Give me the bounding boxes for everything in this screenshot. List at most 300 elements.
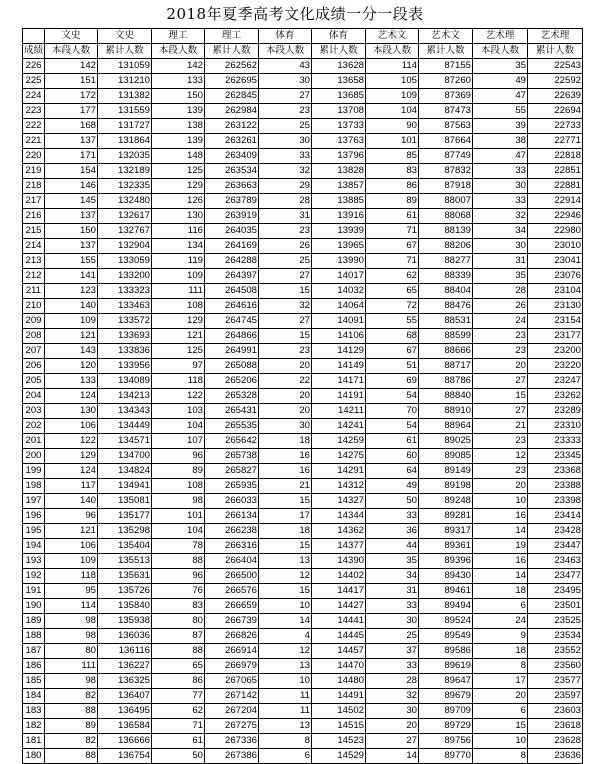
- count-cell: 126: [152, 194, 205, 209]
- count-cell: 14445: [312, 629, 366, 644]
- count-cell: 20: [473, 359, 528, 374]
- count-cell: 27: [259, 314, 312, 329]
- count-cell: 14417: [312, 584, 366, 599]
- count-cell: 80: [152, 614, 205, 629]
- count-cell: 15: [259, 329, 312, 344]
- count-cell: 133323: [98, 284, 152, 299]
- count-cell: 140: [45, 494, 98, 509]
- count-cell: 8: [473, 749, 528, 764]
- count-cell: 23130: [528, 299, 583, 314]
- count-cell: 133572: [98, 314, 152, 329]
- table-row: [23, 359, 583, 374]
- count-cell: 23560: [528, 659, 583, 674]
- table-row: [23, 314, 583, 329]
- count-cell: 88: [45, 704, 98, 719]
- score-cell: 195: [23, 524, 45, 539]
- count-cell: 118: [45, 569, 98, 584]
- count-cell: 145: [45, 194, 98, 209]
- count-cell: 98: [45, 629, 98, 644]
- count-cell: 23398: [528, 494, 583, 509]
- count-cell: 89524: [419, 614, 473, 629]
- count-cell: 15: [473, 389, 528, 404]
- count-cell: 29: [259, 179, 312, 194]
- count-cell: 266659: [205, 599, 259, 614]
- count-cell: 266739: [205, 614, 259, 629]
- count-cell: 89085: [419, 449, 473, 464]
- count-cell: 14091: [312, 314, 366, 329]
- count-cell: 33: [473, 164, 528, 179]
- score-cell: 221: [23, 134, 45, 149]
- count-cell: 8: [473, 659, 528, 674]
- count-cell: 134941: [98, 479, 152, 494]
- count-cell: 88206: [419, 239, 473, 254]
- count-cell: 142: [152, 59, 205, 74]
- column-header: 文史: [98, 29, 152, 44]
- count-cell: 22733: [528, 119, 583, 134]
- count-cell: 14032: [312, 284, 366, 299]
- count-cell: 150: [45, 224, 98, 239]
- column-header: 本段人数: [259, 44, 312, 59]
- count-cell: 131210: [98, 74, 152, 89]
- count-cell: 34: [473, 224, 528, 239]
- count-cell: 14259: [312, 434, 366, 449]
- count-cell: 13: [259, 719, 312, 734]
- count-cell: 13916: [312, 209, 366, 224]
- count-cell: 32: [259, 164, 312, 179]
- count-cell: 132767: [98, 224, 152, 239]
- score-cell: 190: [23, 599, 45, 614]
- table-row: [23, 209, 583, 224]
- table-row: [23, 449, 583, 464]
- count-cell: 135631: [98, 569, 152, 584]
- score-cell: 204: [23, 389, 45, 404]
- count-cell: 14: [473, 569, 528, 584]
- table-row: [23, 629, 583, 644]
- count-cell: 22980: [528, 224, 583, 239]
- count-cell: 263919: [205, 209, 259, 224]
- count-cell: 88599: [419, 329, 473, 344]
- count-cell: 14106: [312, 329, 366, 344]
- count-cell: 10: [473, 494, 528, 509]
- score-cell: 224: [23, 89, 45, 104]
- table-row: [23, 554, 583, 569]
- column-header: 体育: [312, 29, 366, 44]
- count-cell: 135177: [98, 509, 152, 524]
- count-cell: 22771: [528, 134, 583, 149]
- count-cell: 23333: [528, 434, 583, 449]
- count-cell: 23345: [528, 449, 583, 464]
- table-row: [23, 404, 583, 419]
- count-cell: 23501: [528, 599, 583, 614]
- score-cell: 193: [23, 554, 45, 569]
- count-cell: 136036: [98, 629, 152, 644]
- count-cell: 267142: [205, 689, 259, 704]
- count-cell: 265206: [205, 374, 259, 389]
- count-cell: 87369: [419, 89, 473, 104]
- count-cell: 86: [366, 179, 419, 194]
- count-cell: 11: [259, 689, 312, 704]
- count-cell: 263663: [205, 179, 259, 194]
- count-cell: 132189: [98, 164, 152, 179]
- column-header: [23, 29, 45, 44]
- count-cell: 267386: [205, 749, 259, 764]
- count-cell: 265738: [205, 449, 259, 464]
- count-cell: 30: [259, 419, 312, 434]
- count-cell: 146: [45, 179, 98, 194]
- count-cell: 88: [152, 644, 205, 659]
- column-header: 理工: [152, 29, 205, 44]
- count-cell: 89198: [419, 479, 473, 494]
- score-cell: 180: [23, 749, 45, 764]
- count-cell: 82: [45, 734, 98, 749]
- count-cell: 262984: [205, 104, 259, 119]
- score-cell: 213: [23, 254, 45, 269]
- count-cell: 23262: [528, 389, 583, 404]
- count-cell: 28: [366, 674, 419, 689]
- count-cell: 134089: [98, 374, 152, 389]
- count-cell: 14017: [312, 269, 366, 284]
- count-cell: 138: [152, 119, 205, 134]
- count-cell: 67: [366, 344, 419, 359]
- count-cell: 265827: [205, 464, 259, 479]
- table-row: [23, 134, 583, 149]
- count-cell: 264991: [205, 344, 259, 359]
- count-cell: 131059: [98, 59, 152, 74]
- count-cell: 264035: [205, 224, 259, 239]
- count-cell: 14191: [312, 389, 366, 404]
- table-row: [23, 524, 583, 539]
- count-cell: 23577: [528, 674, 583, 689]
- table-row: [23, 299, 583, 314]
- count-cell: 87664: [419, 134, 473, 149]
- count-cell: 54: [366, 389, 419, 404]
- count-cell: 267204: [205, 704, 259, 719]
- count-cell: 33: [366, 659, 419, 674]
- count-cell: 4: [259, 629, 312, 644]
- count-cell: 76: [152, 584, 205, 599]
- table-row: [23, 194, 583, 209]
- count-cell: 22851: [528, 164, 583, 179]
- count-cell: 14344: [312, 509, 366, 524]
- count-cell: 89494: [419, 599, 473, 614]
- count-cell: 88910: [419, 404, 473, 419]
- count-cell: 263122: [205, 119, 259, 134]
- count-cell: 14129: [312, 344, 366, 359]
- count-cell: 20: [473, 689, 528, 704]
- count-cell: 27: [366, 734, 419, 749]
- count-cell: 44: [366, 539, 419, 554]
- count-cell: 23: [259, 104, 312, 119]
- count-cell: 89709: [419, 704, 473, 719]
- count-cell: 266826: [205, 629, 259, 644]
- score-cell: 217: [23, 194, 45, 209]
- count-cell: 108: [152, 479, 205, 494]
- count-cell: 267275: [205, 719, 259, 734]
- table-row: [23, 74, 583, 89]
- count-cell: 88277: [419, 254, 473, 269]
- count-cell: 87473: [419, 104, 473, 119]
- score-cell: 210: [23, 299, 45, 314]
- count-cell: 109: [45, 314, 98, 329]
- score-distribution-table: [22, 28, 583, 764]
- count-cell: 14241: [312, 419, 366, 434]
- score-cell: 200: [23, 449, 45, 464]
- score-cell: 206: [23, 359, 45, 374]
- count-cell: 23: [259, 224, 312, 239]
- count-cell: 50: [152, 749, 205, 764]
- count-cell: 131727: [98, 119, 152, 134]
- column-header: 本段人数: [366, 44, 419, 59]
- count-cell: 34: [366, 569, 419, 584]
- count-cell: 87749: [419, 149, 473, 164]
- count-cell: 22946: [528, 209, 583, 224]
- count-cell: 30: [259, 134, 312, 149]
- count-cell: 131864: [98, 134, 152, 149]
- table-row: [23, 284, 583, 299]
- count-cell: 55: [473, 104, 528, 119]
- count-cell: 139: [152, 134, 205, 149]
- count-cell: 13733: [312, 119, 366, 134]
- count-cell: 266238: [205, 524, 259, 539]
- count-cell: 70: [366, 404, 419, 419]
- count-cell: 22639: [528, 89, 583, 104]
- count-cell: 12: [473, 449, 528, 464]
- score-cell: 218: [23, 179, 45, 194]
- count-cell: 150: [152, 89, 205, 104]
- count-cell: 109: [152, 269, 205, 284]
- count-cell: 35: [366, 554, 419, 569]
- table-row: [23, 389, 583, 404]
- score-cell: 220: [23, 149, 45, 164]
- count-cell: 130: [45, 404, 98, 419]
- score-cell: 201: [23, 434, 45, 449]
- count-cell: 104: [152, 524, 205, 539]
- count-cell: 30: [366, 614, 419, 629]
- count-cell: 30: [366, 704, 419, 719]
- count-cell: 51: [366, 359, 419, 374]
- count-cell: 14: [473, 524, 528, 539]
- table-row: [23, 614, 583, 629]
- count-cell: 13628: [312, 59, 366, 74]
- count-cell: 96: [45, 509, 98, 524]
- table-row: [23, 719, 583, 734]
- count-cell: 22: [259, 374, 312, 389]
- count-cell: 27: [259, 269, 312, 284]
- count-cell: 20: [259, 404, 312, 419]
- table-row: [23, 539, 583, 554]
- count-cell: 15: [473, 719, 528, 734]
- count-cell: 10: [259, 599, 312, 614]
- count-cell: 134: [152, 239, 205, 254]
- table-row: [23, 374, 583, 389]
- count-cell: 6: [473, 599, 528, 614]
- count-cell: 88666: [419, 344, 473, 359]
- count-cell: 14457: [312, 644, 366, 659]
- table-row: [23, 179, 583, 194]
- count-cell: 87832: [419, 164, 473, 179]
- count-cell: 35: [473, 59, 528, 74]
- count-cell: 89248: [419, 494, 473, 509]
- table-body: [23, 59, 583, 764]
- count-cell: 82: [45, 689, 98, 704]
- count-cell: 11: [259, 704, 312, 719]
- column-header: 累计人数: [205, 44, 259, 59]
- count-cell: 114: [45, 599, 98, 614]
- count-cell: 47: [473, 149, 528, 164]
- score-cell: 192: [23, 569, 45, 584]
- table-row: [23, 104, 583, 119]
- count-cell: 266134: [205, 509, 259, 524]
- count-cell: 14515: [312, 719, 366, 734]
- count-cell: 14275: [312, 449, 366, 464]
- count-cell: 13763: [312, 134, 366, 149]
- count-cell: 23041: [528, 254, 583, 269]
- count-cell: 67: [366, 239, 419, 254]
- count-cell: 14470: [312, 659, 366, 674]
- count-cell: 78: [152, 539, 205, 554]
- count-cell: 122: [152, 389, 205, 404]
- score-cell: 215: [23, 224, 45, 239]
- count-cell: 14171: [312, 374, 366, 389]
- count-cell: 132617: [98, 209, 152, 224]
- count-cell: 20: [259, 359, 312, 374]
- count-cell: 15: [259, 284, 312, 299]
- count-cell: 87155: [419, 59, 473, 74]
- count-cell: 89770: [419, 749, 473, 764]
- count-cell: 124: [45, 464, 98, 479]
- score-cell: 199: [23, 464, 45, 479]
- count-cell: 31: [473, 254, 528, 269]
- count-cell: 24: [473, 314, 528, 329]
- count-cell: 262695: [205, 74, 259, 89]
- count-cell: 26: [473, 299, 528, 314]
- score-cell: 187: [23, 644, 45, 659]
- table-row: [23, 464, 583, 479]
- count-cell: 266576: [205, 584, 259, 599]
- count-cell: 69: [366, 374, 419, 389]
- count-cell: 104: [152, 419, 205, 434]
- table-row: [23, 584, 583, 599]
- column-header: 文史: [45, 29, 98, 44]
- count-cell: 89281: [419, 509, 473, 524]
- score-cell: 205: [23, 374, 45, 389]
- count-cell: 14529: [312, 749, 366, 764]
- count-cell: 30: [259, 74, 312, 89]
- count-cell: 133463: [98, 299, 152, 314]
- table-row: [23, 674, 583, 689]
- count-cell: 264745: [205, 314, 259, 329]
- count-cell: 136227: [98, 659, 152, 674]
- count-cell: 20: [473, 479, 528, 494]
- count-cell: 132904: [98, 239, 152, 254]
- count-cell: 15: [259, 539, 312, 554]
- count-cell: 133: [152, 74, 205, 89]
- count-cell: 23414: [528, 509, 583, 524]
- count-cell: 264397: [205, 269, 259, 284]
- score-cell: 196: [23, 509, 45, 524]
- count-cell: 124: [45, 389, 98, 404]
- count-cell: 23463: [528, 554, 583, 569]
- count-cell: 120: [45, 359, 98, 374]
- column-header: 累计人数: [528, 44, 583, 59]
- count-cell: 23289: [528, 404, 583, 419]
- count-cell: 14491: [312, 689, 366, 704]
- count-cell: 49: [366, 479, 419, 494]
- count-cell: 107: [152, 434, 205, 449]
- count-cell: 263789: [205, 194, 259, 209]
- count-cell: 89025: [419, 434, 473, 449]
- count-cell: 89396: [419, 554, 473, 569]
- count-cell: 71: [366, 224, 419, 239]
- table-row: [23, 704, 583, 719]
- count-cell: 30: [473, 239, 528, 254]
- count-cell: 33: [366, 599, 419, 614]
- count-cell: 83: [152, 599, 205, 614]
- count-cell: 263534: [205, 164, 259, 179]
- column-header: 本段人数: [45, 44, 98, 59]
- count-cell: 136754: [98, 749, 152, 764]
- column-header: 累计人数: [419, 44, 473, 59]
- table-row: [23, 119, 583, 134]
- table-row: [23, 434, 583, 449]
- count-cell: 14362: [312, 524, 366, 539]
- count-cell: 14312: [312, 479, 366, 494]
- count-cell: 87260: [419, 74, 473, 89]
- count-cell: 23: [473, 344, 528, 359]
- count-cell: 32: [366, 689, 419, 704]
- table-row: [23, 599, 583, 614]
- count-cell: 39: [473, 119, 528, 134]
- table-row: [23, 749, 583, 764]
- count-cell: 37: [366, 644, 419, 659]
- count-cell: 142: [45, 59, 98, 74]
- count-cell: 106: [45, 539, 98, 554]
- count-cell: 14: [259, 614, 312, 629]
- count-cell: 20: [259, 389, 312, 404]
- count-cell: 141: [45, 269, 98, 284]
- count-cell: 123: [45, 284, 98, 299]
- count-cell: 171: [45, 149, 98, 164]
- count-cell: 31: [259, 209, 312, 224]
- count-cell: 27: [473, 404, 528, 419]
- score-cell: 198: [23, 479, 45, 494]
- count-cell: 14: [366, 749, 419, 764]
- count-cell: 104: [366, 104, 419, 119]
- score-cell: 203: [23, 404, 45, 419]
- count-cell: 22543: [528, 59, 583, 74]
- count-cell: 89: [152, 464, 205, 479]
- count-cell: 264866: [205, 329, 259, 344]
- count-cell: 88964: [419, 419, 473, 434]
- count-cell: 135298: [98, 524, 152, 539]
- count-cell: 25: [366, 629, 419, 644]
- count-cell: 135726: [98, 584, 152, 599]
- score-cell: 185: [23, 674, 45, 689]
- count-cell: 151: [45, 74, 98, 89]
- count-cell: 6: [259, 749, 312, 764]
- count-cell: 35: [473, 269, 528, 284]
- count-cell: 23076: [528, 269, 583, 284]
- count-cell: 265935: [205, 479, 259, 494]
- count-cell: 65: [152, 659, 205, 674]
- count-cell: 71: [366, 254, 419, 269]
- count-cell: 263261: [205, 134, 259, 149]
- count-cell: 47: [473, 89, 528, 104]
- count-cell: 25: [259, 119, 312, 134]
- count-cell: 135404: [98, 539, 152, 554]
- count-cell: 89: [45, 719, 98, 734]
- score-cell: 181: [23, 734, 45, 749]
